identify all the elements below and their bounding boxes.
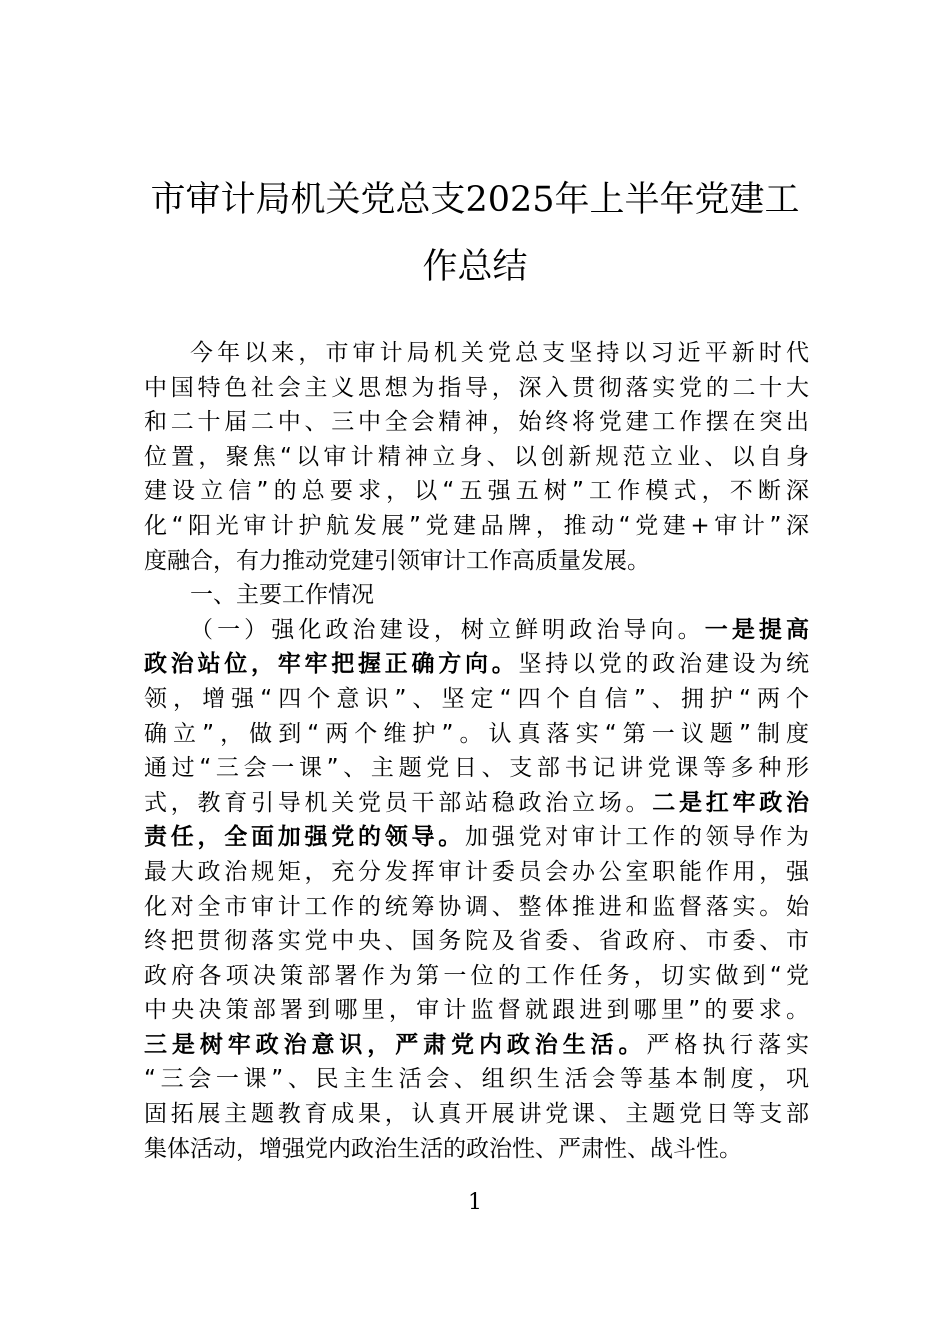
paragraph-2-line: 领，增强“四个意识”、坚定“四个自信”、拥护“两个 <box>144 685 809 712</box>
document-title-line-1: 市审计局机关党总支2025年上半年党建工 <box>150 180 800 220</box>
paragraph-2-line: 终把贯彻落实党中央、国务院及省委、省政府、市委、市 <box>144 928 809 955</box>
paragraph-2-line <box>144 613 809 648</box>
document-body <box>144 336 809 1166</box>
paragraph-2-line: 集体活动，增强党内政治生活的政治性、严肃性、战斗性。 <box>144 1135 742 1162</box>
paragraph-2-line: 通过“三会一课”、主题党日、支部书记讲党课等多种形 <box>144 755 809 782</box>
paragraph-1-line: 化“阳光审计护航发展”党建品牌，推动“党建+审计”深 <box>144 512 809 539</box>
document-title-line-2: 作总结 <box>422 247 528 287</box>
text-run: （一）强化政治建设，树立鲜明政治导向。 <box>190 616 705 643</box>
page-number: 1 <box>468 1190 482 1215</box>
paragraph-1-line: 今年以来，市审计局机关党总支坚持以习近平新时代 <box>190 340 809 366</box>
paragraph-1-line: 建设立信”的总要求，以“五强五树”工作模式，不断深 <box>144 478 809 505</box>
bold-text-run: 责任，全面加强党的领导。 <box>144 824 465 851</box>
paragraph-1-line: 位置，聚焦“以审计精神立身、以创新规范立业、以自身 <box>144 443 809 470</box>
paragraph-1-line: 中国特色社会主义思想为指导，深入贯彻落实党的二十大 <box>144 374 809 401</box>
bold-text-run: 一是提高 <box>704 616 810 643</box>
paragraph-2-line: 化对全市审计工作的统筹协调、整体推进和监督落实。始 <box>144 893 809 920</box>
text-run: 坚持以党的政治建设为统 <box>518 651 809 678</box>
paragraph-2-line <box>144 647 809 682</box>
text-run: 加强党对审计工作的领导作为 <box>465 824 809 851</box>
paragraph-2-line <box>144 1028 809 1063</box>
bold-text-run: 政治站位，牢牢把握正确方向。 <box>144 651 519 678</box>
bold-text-run: 三是树牢政治意识，严肃党内政治生活。 <box>144 1031 647 1058</box>
section-heading: 一、主要工作情况 <box>190 582 374 609</box>
text-run: 式，教育引导机关党员干部站稳政治立场。 <box>144 789 653 816</box>
paragraph-2-line: 最大政治规矩，充分发挥审计委员会办公室职能作用，强 <box>144 858 809 885</box>
paragraph-2-line: 固拓展主题教育成果，认真开展讲党课、主题党日等支部 <box>144 1101 809 1128</box>
paragraph-2-line: 中央决策部署到哪里，审计监督就跟进到哪里”的要求。 <box>144 997 809 1024</box>
paragraph-2-line: 确立”，做到“两个维护”。认真落实“第一议题”制度 <box>144 720 809 747</box>
bold-text-run: 二是扛牢政治 <box>652 789 809 816</box>
paragraph-2-line: “三会一课”、民主生活会、组织生活会等基本制度，巩 <box>144 1066 809 1093</box>
paragraph-1-line: 度融合，有力推动党建引领审计工作高质量发展。 <box>144 547 650 574</box>
paragraph-2-line <box>144 786 809 821</box>
text-run: 严格执行落实 <box>646 1031 810 1058</box>
paragraph-1-line: 和二十届二中、三中全会精神，始终将党建工作摆在突出 <box>144 409 809 436</box>
paragraph-2-line <box>144 820 809 855</box>
paragraph-2-line: 政府各项决策部署作为第一位的工作任务，切实做到“党 <box>144 962 809 989</box>
